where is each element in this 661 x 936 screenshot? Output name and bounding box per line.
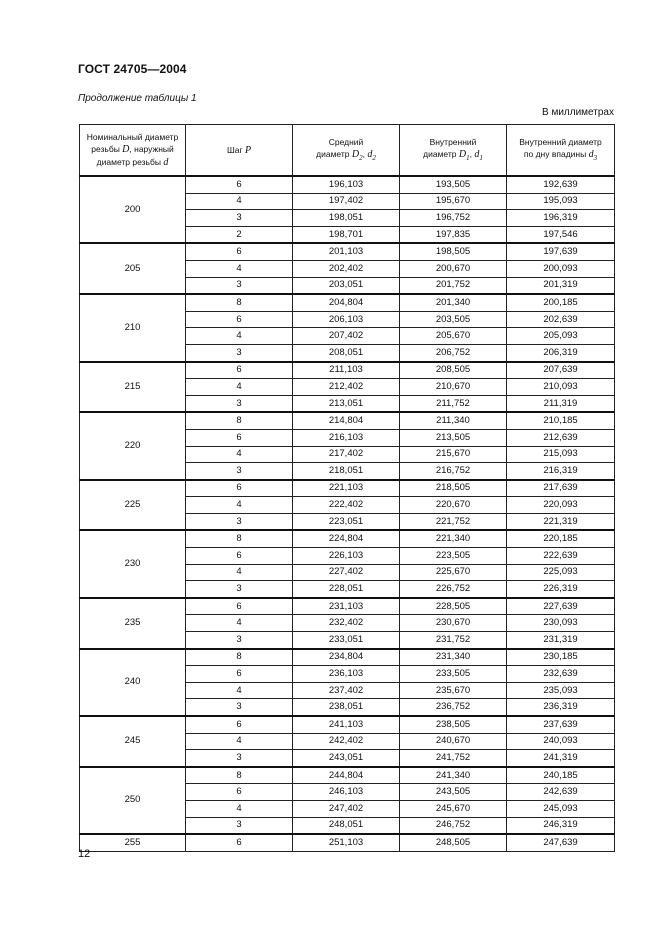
minor-diameter-cell: 201,340 — [400, 294, 507, 311]
root-diameter-cell: 220,093 — [507, 497, 615, 514]
root-diameter-cell: 196,319 — [507, 210, 615, 227]
pitch-diameter-cell: 206,103 — [293, 311, 400, 328]
minor-diameter-cell: 243,505 — [400, 784, 507, 801]
nominal-diameter-cell: 245 — [80, 716, 186, 767]
table-body — [80, 176, 615, 851]
page-number: 12 — [78, 848, 91, 860]
minor-diameter-cell: 235,670 — [400, 682, 507, 699]
root-diameter-cell: 206,319 — [507, 344, 615, 361]
minor-diameter-cell: 216,752 — [400, 463, 507, 480]
minor-diameter-cell: 205,670 — [400, 328, 507, 345]
pitch-diameter-cell: 208,051 — [293, 344, 400, 361]
pitch-cell: 8 — [186, 649, 293, 666]
document-title: ГОСТ 24705—2004 — [78, 62, 187, 76]
root-diameter-cell: 246,319 — [507, 817, 615, 834]
pitch-diameter-cell: 198,701 — [293, 226, 400, 243]
pitch-diameter-cell: 223,051 — [293, 513, 400, 530]
root-diameter-cell: 211,319 — [507, 395, 615, 412]
root-diameter-cell: 215,093 — [507, 446, 615, 463]
pitch-cell: 6 — [186, 243, 293, 260]
minor-diameter-cell: 210,670 — [400, 379, 507, 396]
root-diameter-cell: 242,639 — [507, 784, 615, 801]
minor-diameter-cell: 231,752 — [400, 632, 507, 649]
pitch-cell: 4 — [186, 615, 293, 632]
table-row — [80, 530, 615, 547]
header-minor-diameter: Внутренний диаметр $D_1$, $d_1$ — [400, 125, 507, 177]
pitch-cell: 4 — [186, 446, 293, 463]
pitch-diameter-cell: 201,103 — [293, 243, 400, 260]
pitch-cell: 6 — [186, 548, 293, 565]
root-diameter-cell: 216,319 — [507, 463, 615, 480]
pitch-cell: 4 — [186, 379, 293, 396]
pitch-cell: 3 — [186, 463, 293, 480]
nominal-diameter-cell: 240 — [80, 649, 186, 716]
minor-diameter-cell: 241,752 — [400, 750, 507, 767]
table-row — [80, 412, 615, 429]
pitch-diameter-cell: 248,051 — [293, 817, 400, 834]
table-row — [80, 649, 615, 666]
minor-diameter-cell: 223,505 — [400, 548, 507, 565]
thread-dimensions-table — [79, 124, 615, 852]
minor-diameter-cell: 213,505 — [400, 429, 507, 446]
pitch-cell: 3 — [186, 277, 293, 294]
pitch-cell: 6 — [186, 429, 293, 446]
pitch-cell: 4 — [186, 564, 293, 581]
root-diameter-cell: 231,319 — [507, 632, 615, 649]
pitch-diameter-cell: 227,402 — [293, 564, 400, 581]
pitch-diameter-cell: 234,804 — [293, 649, 400, 666]
root-diameter-cell: 205,093 — [507, 328, 615, 345]
pitch-cell: 6 — [186, 311, 293, 328]
pitch-diameter-cell: 241,103 — [293, 716, 400, 733]
minor-diameter-cell: 226,752 — [400, 581, 507, 598]
minor-diameter-cell: 203,505 — [400, 311, 507, 328]
table-row — [80, 834, 615, 851]
pitch-diameter-cell: 196,103 — [293, 176, 400, 193]
minor-diameter-cell: 221,752 — [400, 513, 507, 530]
table-row — [80, 362, 615, 379]
minor-diameter-cell: 201,752 — [400, 277, 507, 294]
pitch-cell: 6 — [186, 666, 293, 683]
pitch-diameter-cell: 251,103 — [293, 834, 400, 851]
minor-diameter-cell: 228,505 — [400, 598, 507, 615]
minor-diameter-cell: 218,505 — [400, 480, 507, 497]
pitch-diameter-cell: 237,402 — [293, 682, 400, 699]
pitch-diameter-cell: 207,402 — [293, 328, 400, 345]
pitch-diameter-cell: 198,051 — [293, 210, 400, 227]
pitch-diameter-cell: 222,402 — [293, 497, 400, 514]
minor-diameter-cell: 231,340 — [400, 649, 507, 666]
header-root-diameter: Внутренний диаметр по дну впадины $d_3$ — [507, 125, 615, 177]
table-header-row — [80, 125, 615, 177]
nominal-diameter-cell: 225 — [80, 480, 186, 531]
pitch-diameter-cell: 211,103 — [293, 362, 400, 379]
minor-diameter-cell: 211,340 — [400, 412, 507, 429]
minor-diameter-cell: 246,752 — [400, 817, 507, 834]
root-diameter-cell: 220,185 — [507, 530, 615, 547]
pitch-diameter-cell: 246,103 — [293, 784, 400, 801]
root-diameter-cell: 241,319 — [507, 750, 615, 767]
header-pitch: Шаг P — [186, 125, 293, 177]
table-row — [80, 176, 615, 193]
root-diameter-cell: 226,319 — [507, 581, 615, 598]
minor-diameter-cell: 225,670 — [400, 564, 507, 581]
minor-diameter-cell: 198,505 — [400, 243, 507, 260]
pitch-cell: 3 — [186, 699, 293, 716]
pitch-diameter-cell: 203,051 — [293, 277, 400, 294]
root-diameter-cell: 197,639 — [507, 243, 615, 260]
pitch-cell: 6 — [186, 176, 293, 193]
pitch-cell: 3 — [186, 632, 293, 649]
pitch-cell: 4 — [186, 328, 293, 345]
pitch-cell: 6 — [186, 480, 293, 497]
pitch-cell: 8 — [186, 294, 293, 311]
pitch-cell: 8 — [186, 767, 293, 784]
root-diameter-cell: 207,639 — [507, 362, 615, 379]
minor-diameter-cell: 240,670 — [400, 733, 507, 750]
minor-diameter-cell: 221,340 — [400, 530, 507, 547]
pitch-diameter-cell: 232,402 — [293, 615, 400, 632]
root-diameter-cell: 240,185 — [507, 767, 615, 784]
pitch-diameter-cell: 212,402 — [293, 379, 400, 396]
table-row — [80, 598, 615, 615]
minor-diameter-cell: 230,670 — [400, 615, 507, 632]
pitch-diameter-cell: 233,051 — [293, 632, 400, 649]
minor-diameter-cell: 241,340 — [400, 767, 507, 784]
root-diameter-cell: 232,639 — [507, 666, 615, 683]
root-diameter-cell: 245,093 — [507, 800, 615, 817]
root-diameter-cell: 230,185 — [507, 649, 615, 666]
root-diameter-cell: 237,639 — [507, 716, 615, 733]
table-row — [80, 480, 615, 497]
nominal-diameter-cell: 250 — [80, 767, 186, 834]
nominal-diameter-cell: 235 — [80, 598, 186, 649]
minor-diameter-cell: 200,670 — [400, 260, 507, 277]
pitch-cell: 4 — [186, 800, 293, 817]
minor-diameter-cell: 197,835 — [400, 226, 507, 243]
pitch-diameter-cell: 221,103 — [293, 480, 400, 497]
pitch-diameter-cell: 197,402 — [293, 193, 400, 210]
pitch-diameter-cell: 202,402 — [293, 260, 400, 277]
header-pitch-diameter: Средний диаметр $D_2$, $d_2$ — [293, 125, 400, 177]
pitch-diameter-cell: 204,804 — [293, 294, 400, 311]
minor-diameter-cell: 193,505 — [400, 176, 507, 193]
pitch-cell: 3 — [186, 513, 293, 530]
root-diameter-cell: 222,639 — [507, 548, 615, 565]
minor-diameter-cell: 215,670 — [400, 446, 507, 463]
minor-diameter-cell: 236,752 — [400, 699, 507, 716]
pitch-diameter-cell: 228,051 — [293, 581, 400, 598]
table-row — [80, 294, 615, 311]
nominal-diameter-cell: 210 — [80, 294, 186, 361]
pitch-cell: 4 — [186, 733, 293, 750]
pitch-cell: 3 — [186, 210, 293, 227]
minor-diameter-cell: 238,505 — [400, 716, 507, 733]
root-diameter-cell: 192,639 — [507, 176, 615, 193]
pitch-diameter-cell: 243,051 — [293, 750, 400, 767]
pitch-cell: 8 — [186, 412, 293, 429]
table-row — [80, 767, 615, 784]
pitch-diameter-cell: 217,402 — [293, 446, 400, 463]
pitch-diameter-cell: 247,402 — [293, 800, 400, 817]
pitch-diameter-cell: 244,804 — [293, 767, 400, 784]
pitch-cell: 6 — [186, 598, 293, 615]
root-diameter-cell: 210,185 — [507, 412, 615, 429]
root-diameter-cell: 247,639 — [507, 834, 615, 851]
minor-diameter-cell: 233,505 — [400, 666, 507, 683]
root-diameter-cell: 200,185 — [507, 294, 615, 311]
pitch-diameter-cell: 224,804 — [293, 530, 400, 547]
table-row — [80, 716, 615, 733]
pitch-cell: 3 — [186, 344, 293, 361]
root-diameter-cell: 200,093 — [507, 260, 615, 277]
root-diameter-cell: 236,319 — [507, 699, 615, 716]
minor-diameter-cell: 211,752 — [400, 395, 507, 412]
pitch-cell: 3 — [186, 750, 293, 767]
root-diameter-cell: 202,639 — [507, 311, 615, 328]
pitch-diameter-cell: 226,103 — [293, 548, 400, 565]
header-nominal-diameter: Номинальный диаметр резьбы D, наружный диаметр резьбы d — [80, 125, 186, 177]
root-diameter-cell: 221,319 — [507, 513, 615, 530]
root-diameter-cell: 217,639 — [507, 480, 615, 497]
nominal-diameter-cell: 200 — [80, 176, 186, 243]
minor-diameter-cell: 196,752 — [400, 210, 507, 227]
pitch-diameter-cell: 242,402 — [293, 733, 400, 750]
pitch-cell: 6 — [186, 834, 293, 851]
root-diameter-cell: 240,093 — [507, 733, 615, 750]
pitch-cell: 2 — [186, 226, 293, 243]
root-diameter-cell: 212,639 — [507, 429, 615, 446]
nominal-diameter-cell: 215 — [80, 362, 186, 413]
pitch-cell: 4 — [186, 682, 293, 699]
pitch-cell: 4 — [186, 260, 293, 277]
minor-diameter-cell: 208,505 — [400, 362, 507, 379]
pitch-diameter-cell: 213,051 — [293, 395, 400, 412]
pitch-cell: 6 — [186, 716, 293, 733]
nominal-diameter-cell: 220 — [80, 412, 186, 479]
pitch-cell: 8 — [186, 530, 293, 547]
pitch-diameter-cell: 218,051 — [293, 463, 400, 480]
pitch-diameter-cell: 238,051 — [293, 699, 400, 716]
nominal-diameter-cell: 255 — [80, 834, 186, 851]
pitch-diameter-cell: 231,103 — [293, 598, 400, 615]
root-diameter-cell: 235,093 — [507, 682, 615, 699]
root-diameter-cell: 197,546 — [507, 226, 615, 243]
table-continuation-caption: Продолжение таблицы 1 — [78, 93, 197, 104]
pitch-diameter-cell: 236,103 — [293, 666, 400, 683]
root-diameter-cell: 230,093 — [507, 615, 615, 632]
minor-diameter-cell: 206,752 — [400, 344, 507, 361]
root-diameter-cell: 210,093 — [507, 379, 615, 396]
pitch-cell: 3 — [186, 817, 293, 834]
minor-diameter-cell: 220,670 — [400, 497, 507, 514]
nominal-diameter-cell: 230 — [80, 530, 186, 597]
minor-diameter-cell: 245,670 — [400, 800, 507, 817]
minor-diameter-cell: 195,670 — [400, 193, 507, 210]
root-diameter-cell: 195,093 — [507, 193, 615, 210]
pitch-cell: 6 — [186, 784, 293, 801]
nominal-diameter-cell: 205 — [80, 243, 186, 294]
pitch-cell: 4 — [186, 497, 293, 514]
root-diameter-cell: 201,319 — [507, 277, 615, 294]
units-label: В миллиметрах — [542, 107, 614, 118]
root-diameter-cell: 225,093 — [507, 564, 615, 581]
pitch-cell: 4 — [186, 193, 293, 210]
minor-diameter-cell: 248,505 — [400, 834, 507, 851]
pitch-diameter-cell: 214,804 — [293, 412, 400, 429]
root-diameter-cell: 227,639 — [507, 598, 615, 615]
pitch-cell: 3 — [186, 395, 293, 412]
pitch-cell: 3 — [186, 581, 293, 598]
pitch-diameter-cell: 216,103 — [293, 429, 400, 446]
table-row — [80, 243, 615, 260]
pitch-cell: 6 — [186, 362, 293, 379]
